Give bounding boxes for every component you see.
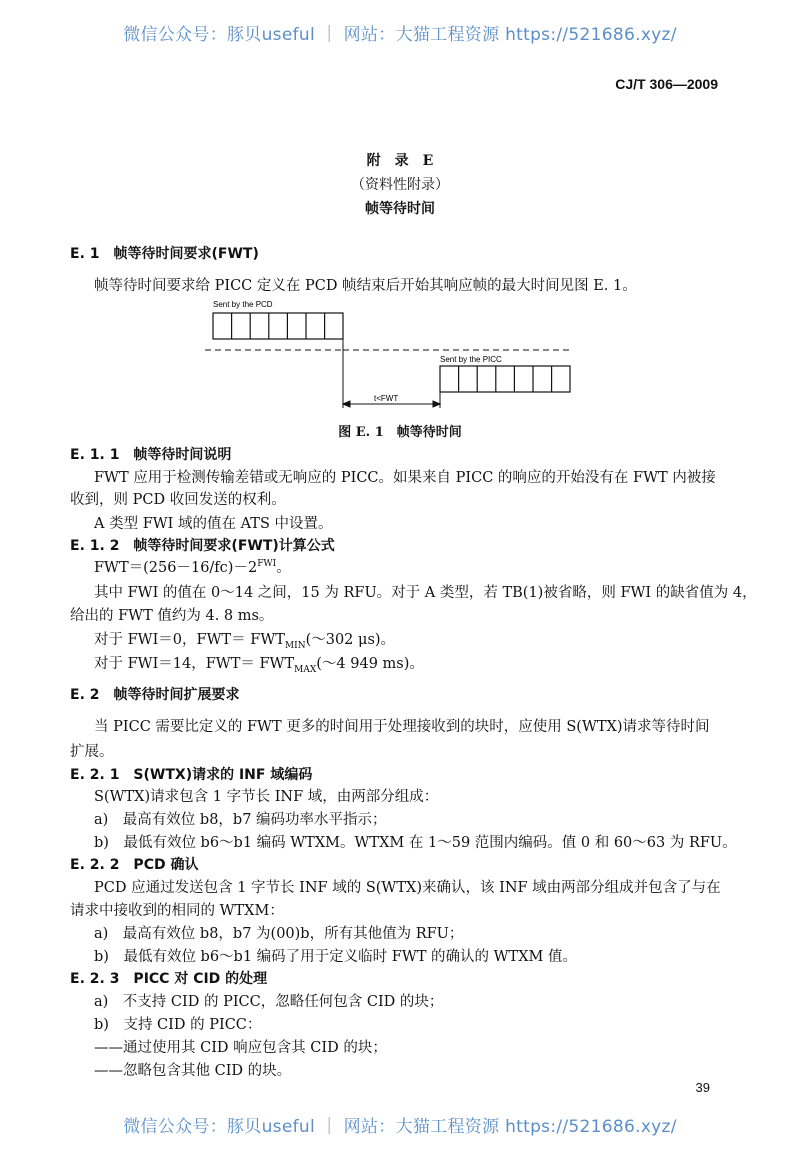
- section-e22-line2: 请求中接收到的相同的 WTXM：: [70, 903, 284, 919]
- formula-text: FWT＝(256－16/fc)－2: [94, 560, 258, 576]
- section-e23-item-b: b) 支持 CID 的 PICC：: [94, 1017, 262, 1033]
- section-e11-heading: E. 1. 1 帧等待时间说明: [70, 447, 232, 463]
- section-e12-heading: E. 1. 2 帧等待时间要求(FWT)计算公式: [70, 538, 335, 554]
- fwt-max-prefix: 对于 FWI＝14，FWT＝ FWT: [94, 656, 295, 672]
- pcd-frame: [213, 313, 343, 339]
- page-number: 39: [695, 1080, 710, 1095]
- section-e21-heading: E. 2. 1 S(WTX)请求的 INF 域编码: [70, 767, 313, 783]
- section-e22-item-a: a) 最高有效位 b8，b7 为(00)b，所有其他值为 RFU；: [94, 926, 464, 942]
- figure-caption: 图 E. 1 帧等待时间: [338, 425, 462, 440]
- fwt-min-line: [94, 628, 395, 651]
- formula-superscript: FWI: [257, 559, 277, 570]
- section-e21-item-b: b) 最低有效位 b6～b1 编码 WTXM。WTXM 在 1～59 范围内编码。值 0 和 60～63 为 RFU。: [94, 835, 737, 851]
- section-e21-item-a: a) 最高有效位 b8，b7 编码功率水平指示；: [94, 812, 387, 828]
- section-e2-line1: 当 PICC 需要比定义的 FWT 更多的时间用于处理接收到的块时，应使用 S(WTX)请求等待时间: [94, 719, 710, 735]
- section-e23-dash2: ——忽略包含其他 CID 的块。: [94, 1063, 292, 1079]
- section-e12-line2: 给出的 FWT 值约为 4. 8 ms。: [70, 608, 274, 624]
- section-e2-line2: 扩展。: [70, 744, 114, 760]
- figure-label-pcd: Sent by the PCD: [213, 300, 273, 309]
- fwt-min-prefix: 对于 FWI＝0，FWT＝ FWT: [94, 632, 285, 648]
- section-e21-line1: S(WTX)请求包含 1 字节长 INF 域，由两部分组成：: [94, 789, 439, 805]
- watermark-top: 微信公众号：豚贝useful ｜ 网站：大猫工程资源 https://521686.xyz/: [123, 25, 677, 45]
- section-e23-dash1: ——通过使用其 CID 响应包含其 CID 的块；: [94, 1040, 387, 1056]
- section-e23-heading: E. 2. 3 PICC 对 CID 的处理: [70, 971, 268, 987]
- figure-e1-timing-diagram: [200, 298, 590, 418]
- fwt-formula: [94, 556, 291, 577]
- standard-number: CJ/T 306—2009: [615, 76, 718, 92]
- section-e1-heading: E. 1 帧等待时间要求(FWT): [70, 246, 259, 262]
- section-e22-line1: PCD 应通过发送包含 1 字节长 INF 域的 S(WTX)来确认，该 INF 域由两部分组成并包含了与在: [94, 880, 721, 896]
- fwt-max-line: [94, 652, 424, 675]
- section-e11-line1: FWT 应用于检测传输差错或无响应的 PICC。如果来自 PICC 的响应的开始没有在 FWT 内被接: [94, 470, 716, 486]
- section-e2-heading: E. 2 帧等待时间扩展要求: [70, 687, 240, 703]
- section-e23-item-a: a) 不支持 CID 的 PICC，忽略任何包含 CID 的块；: [94, 994, 444, 1010]
- appendix-subtitle: （资料性附录）: [351, 177, 449, 193]
- fwt-min-subscript: MIN: [284, 640, 306, 651]
- figure-label-fwt: t<FWT: [374, 394, 399, 403]
- fwt-max-value: (～4 949 ms)。: [316, 656, 424, 672]
- watermark-bottom: 微信公众号：豚贝useful ｜ 网站：大猫工程资源 https://521686.xyz/: [123, 1117, 677, 1137]
- section-e12-line1: 其中 FWI 的值在 0～14 之间，15 为 RFU。对于 A 类型，若 TB(1)被省略，则 FWI 的缺省值为 4，: [94, 585, 757, 601]
- appendix-title: 附 录 E: [366, 153, 434, 169]
- figure-label-picc: Sent by the PICC: [440, 355, 502, 364]
- section-e22-heading: E. 2. 2 PCD 确认: [70, 857, 199, 873]
- picc-frame: [440, 366, 570, 392]
- section-e22-item-b: b) 最低有效位 b6～b1 编码了用于定义临时 FWT 的确认的 WTXM 值。: [94, 949, 577, 965]
- formula-end: 。: [276, 560, 291, 576]
- section-e1-paragraph: 帧等待时间要求给 PICC 定义在 PCD 帧结束后开始其响应帧的最大时间见图 E. 1。: [94, 278, 637, 294]
- fwt-max-subscript: MAX: [294, 664, 317, 675]
- section-e11-line2: 收到，则 PCD 收回发送的权利。: [70, 492, 286, 508]
- section-e11-line3: A 类型 FWI 域的值在 ATS 中设置。: [94, 516, 333, 532]
- fwt-min-value: (～302 μs)。: [305, 632, 396, 648]
- appendix-name: 帧等待时间: [365, 201, 435, 217]
